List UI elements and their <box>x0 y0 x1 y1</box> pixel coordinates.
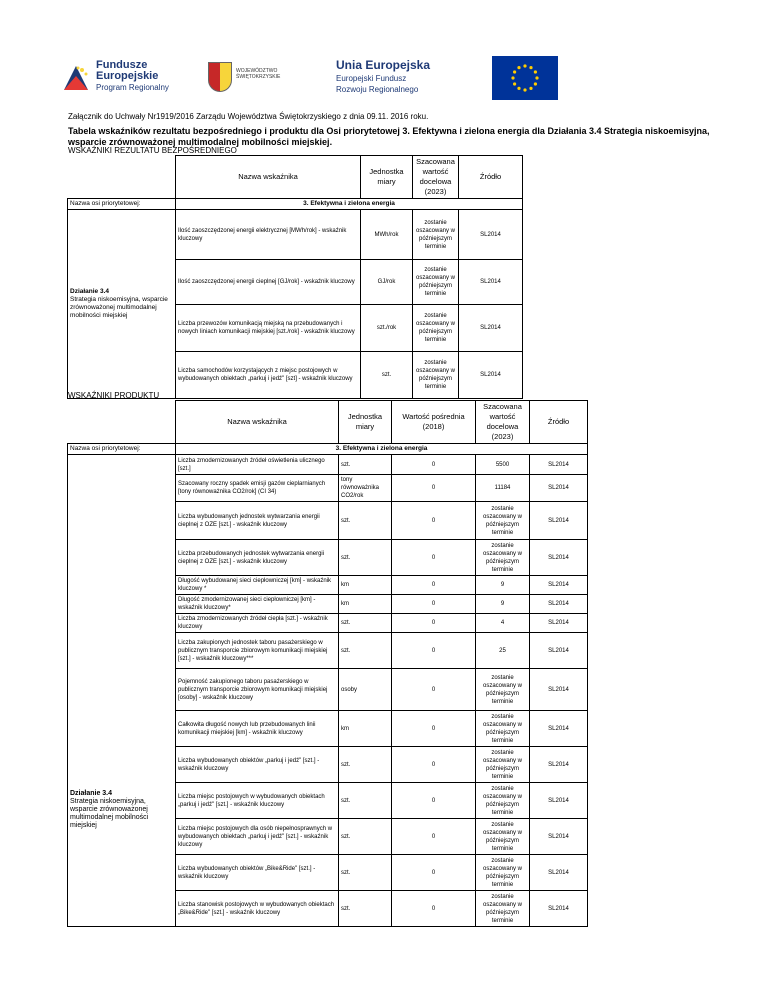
result-axis-label: Nazwa osi priorytetowej: <box>68 199 176 210</box>
indicator-target: zostanie oszacowany w późniejszym terminie <box>476 711 530 747</box>
result-section-title: WSKAŹNIKI REZULTATU BEZPOŚREDNIEGO <box>68 146 237 155</box>
result-header-source: Źródło <box>459 156 523 199</box>
indicator-unit: szt. <box>339 891 392 927</box>
fe-name2: Europejskie <box>96 70 159 82</box>
indicator-target: zostanie oszacowany w późniejszym terminie <box>476 747 530 783</box>
result-header-target: Szacowana wartość docelowa (2023) <box>413 156 459 199</box>
indicator-unit: szt. <box>339 455 392 475</box>
indicator-name: Całkowita długość nowych lub przebudowanych linii komunikacji miejskiej [km] - wskaźnik kluczowy <box>176 711 339 747</box>
indicator-unit: szt. <box>339 502 392 540</box>
indicator-name: Liczba miejsc postojowych dla osób niepełnosprawnych w wybudowanych obiektach „parkuj i jedź" [szt.] - wskaźnik kluczowy <box>176 819 339 855</box>
indicator-target: zostanie oszacowany w późniejszym terminie <box>476 540 530 576</box>
product-header-source: Źródło <box>530 401 588 444</box>
indicator-name: Liczba zakupionych jednostek taboru pasażerskiego w publicznym transporcie zbiorowym komunikacji miejskiej [szt.] - wskaźnik kluczowy*** <box>176 633 339 669</box>
indicator-unit: szt. <box>339 855 392 891</box>
indicator-target: zostanie oszacowany w późniejszym terminie <box>413 352 459 399</box>
result-axis-row <box>68 199 523 210</box>
indicator-name: Liczba wybudowanych obiektów „Bike&Ride" [szt.] - wskaźnik kluczowy <box>176 855 339 891</box>
product-header-name: Nazwa wskaźnika <box>176 401 339 444</box>
indicator-name: Liczba wybudowanych jednostek wytwarzania energii cieplnej z OZE [szt.] - wskaźnik kluczowy <box>176 502 339 540</box>
indicator-target: zostanie oszacowany w późniejszym terminie <box>476 819 530 855</box>
indicator-name: Szacowany roczny spadek emisji gazów cieplarnianych [tony równoważnika CO2/rok] (CI 34) <box>176 475 339 502</box>
ue-line1: Europejski Fundusz <box>336 74 407 83</box>
indicator-source: SL2014 <box>459 305 523 352</box>
result-action-title: Działanie 3.4 <box>70 288 110 295</box>
result-action-desc: Strategia niskoemisyjna, wsparcie zrównoważonej multimodalnej mobilności miejskiej <box>70 296 168 319</box>
indicator-mid: 0 <box>392 711 476 747</box>
indicator-target: zostanie oszacowany w późniejszym terminie <box>476 783 530 819</box>
indicator-mid: 0 <box>392 891 476 927</box>
indicator-unit: szt. <box>339 747 392 783</box>
indicator-source: SL2014 <box>530 747 588 783</box>
indicator-target: zostanie oszacowany w późniejszym terminie <box>413 305 459 352</box>
indicator-mid: 0 <box>392 783 476 819</box>
indicator-target: 9 <box>476 576 530 595</box>
result-axis-value: 3. Efektywna i zielona energia <box>176 199 523 210</box>
indicator-name: Liczba zmodernizowanych źródeł ciepła [szt.] - wskaźnik kluczowy <box>176 614 339 633</box>
indicator-unit: km <box>339 711 392 747</box>
indicator-source: SL2014 <box>530 502 588 540</box>
indicator-mid: 0 <box>392 595 476 614</box>
fundusze-europejskie-icon <box>60 62 92 94</box>
indicator-unit: MWh/rok <box>361 210 413 260</box>
indicator-source: SL2014 <box>530 595 588 614</box>
table-row <box>68 455 588 475</box>
indicator-mid: 0 <box>392 633 476 669</box>
indicator-source: SL2014 <box>530 891 588 927</box>
indicator-mid: 0 <box>392 475 476 502</box>
product-action-cell <box>68 455 176 927</box>
indicator-target: zostanie oszacowany w późniejszym terminie <box>476 502 530 540</box>
product-action-title: Działanie 3.4 <box>70 790 113 797</box>
indicator-unit: GJ/rok <box>361 260 413 305</box>
indicator-name: Ilość zaoszczędzonej energii elektrycznej [MWh/rok] - wskaźnik kluczowy <box>176 210 361 260</box>
fe-program: Program Regionalny <box>96 83 169 92</box>
indicator-unit: szt./rok <box>361 305 413 352</box>
indicator-target: zostanie oszacowany w późniejszym terminie <box>476 855 530 891</box>
result-header-name: Nazwa wskaźnika <box>176 156 361 199</box>
indicator-source: SL2014 <box>530 455 588 475</box>
indicator-unit: km <box>339 595 392 614</box>
product-header-unit: Jednostka miary <box>339 401 392 444</box>
indicator-name: Liczba zmodernizowanych źródeł oświetlenia ulicznego [szt.] <box>176 455 339 475</box>
indicator-target: 11184 <box>476 475 530 502</box>
product-axis-label: Nazwa osi priorytetowej: <box>68 444 176 455</box>
indicator-name: Pojemność zakupionego taboru pasażerskiego w publicznym transporcie zbiorowym komunikacji miejskiej [osoby] - wskaźnik kluczowy <box>176 669 339 711</box>
product-axis-row <box>68 444 588 455</box>
result-header-row <box>68 156 523 199</box>
wojewodztwo-logo <box>208 62 308 96</box>
result-action-cell <box>68 210 176 399</box>
result-header-unit: Jednostka miary <box>361 156 413 199</box>
indicator-unit: osoby <box>339 669 392 711</box>
document-heading: Tabela wskaźników rezultatu bezpośredniego i produktu dla Osi priorytetowej 3. Efektywna i zielona energia dla Działania 3.4 Strategia niskoemisyjna, wsparcie zrównoważonej multimodalnej mobilności miejskiej. <box>68 126 710 147</box>
indicator-source: SL2014 <box>459 352 523 399</box>
product-axis-value: 3. Efektywna i zielona energia <box>176 444 588 455</box>
indicator-unit: szt. <box>361 352 413 399</box>
product-section-title: WSKAŹNIKI PRODUKTU <box>68 391 160 400</box>
woj-line1: WOJEWÓDZTWO <box>236 68 278 74</box>
coat-of-arms-icon <box>208 62 232 92</box>
indicator-target: 9 <box>476 595 530 614</box>
indicator-source: SL2014 <box>530 819 588 855</box>
indicator-source: SL2014 <box>530 783 588 819</box>
indicator-name: Liczba miejsc postojowych w wybudowanych obiektach „parkuj i jedź" [szt.] - wskaźnik kluczowy <box>176 783 339 819</box>
indicator-source: SL2014 <box>530 669 588 711</box>
indicator-target: zostanie oszacowany w późniejszym terminie <box>413 210 459 260</box>
indicator-name: Długość zmodernizowanej sieci ciepłowniczej [km] - wskaźnik kluczowy* <box>176 595 339 614</box>
indicator-target: 25 <box>476 633 530 669</box>
indicator-source: SL2014 <box>459 260 523 305</box>
unia-europejska-logo <box>336 56 726 102</box>
result-table <box>67 155 523 399</box>
indicator-source: SL2014 <box>530 475 588 502</box>
fundusze-europejskie-text <box>96 60 169 93</box>
indicator-unit: km <box>339 576 392 595</box>
product-table <box>67 400 588 927</box>
indicator-name: Długość wybudowanej sieci ciepłowniczej [km] - wskaźnik kluczowy * <box>176 576 339 595</box>
indicator-name: Ilość zaoszczędzonej energii cieplnej [GJ/rok] - wskaźnik kluczowy <box>176 260 361 305</box>
product-header-mid: Wartość pośrednia (2018) <box>392 401 476 444</box>
indicator-target: zostanie oszacowany w późniejszym terminie <box>476 669 530 711</box>
indicator-mid: 0 <box>392 819 476 855</box>
indicator-unit: szt. <box>339 540 392 576</box>
indicator-mid: 0 <box>392 455 476 475</box>
indicator-unit: szt. <box>339 783 392 819</box>
indicator-name: Liczba przebudowanych jednostek wytwarzania energii cieplnej z OZE [szt.] - wskaźnik kluczowy <box>176 540 339 576</box>
indicator-name: Liczba samochodów korzystających z miejsc postojowych w wybudowanych obiektach „parkuj i jedź" [szt] - wskaźnik kluczowy <box>176 352 361 399</box>
indicator-mid: 0 <box>392 669 476 711</box>
indicator-target: 4 <box>476 614 530 633</box>
woj-line2: ŚWIĘTOKRZYSKIE <box>236 74 281 80</box>
fe-name: Fundusze <box>96 59 148 71</box>
indicator-mid: 0 <box>392 614 476 633</box>
indicator-source: SL2014 <box>530 540 588 576</box>
fundusze-europejskie-logo <box>60 56 170 100</box>
indicator-source: SL2014 <box>530 711 588 747</box>
indicator-unit: szt. <box>339 614 392 633</box>
product-header-target: Szacowana wartość docelowa (2023) <box>476 401 530 444</box>
table-row <box>68 210 523 260</box>
indicator-name: Liczba stanowisk postojowych w wybudowanych obiektach „Bike&Ride" [szt.] - wskaźnik kluczowy <box>176 891 339 927</box>
indicator-unit: szt. <box>339 633 392 669</box>
product-action-desc: Strategia niskoemisyjna, wsparcie zrównoważonej multimodalnej mobilności miejskiej <box>70 798 149 829</box>
indicator-unit: szt. <box>339 819 392 855</box>
indicator-mid: 0 <box>392 540 476 576</box>
indicator-mid: 0 <box>392 855 476 891</box>
indicator-target: 5500 <box>476 455 530 475</box>
indicator-mid: 0 <box>392 576 476 595</box>
logo-bar <box>60 56 720 102</box>
indicator-name: Liczba przewozów komunikacją miejską na przebudowanych i nowych liniach komunikacji miejskiej [szt./rok] - wskaźnik kluczowy <box>176 305 361 352</box>
indicator-mid: 0 <box>392 502 476 540</box>
indicator-source: SL2014 <box>459 210 523 260</box>
indicator-name: Liczba wybudowanych obiektów „parkuj i jedź" [szt.] - wskaźnik kluczowy <box>176 747 339 783</box>
ue-line2: Rozwoju Regionalnego <box>336 85 419 94</box>
ue-title: Unia Europejska <box>336 58 431 72</box>
document-caption: Załącznik do Uchwały Nr1919/2016 Zarządu Województwa Świętokrzyskiego z dnia 09.11. 2016 roku. <box>68 112 429 121</box>
indicator-source: SL2014 <box>530 633 588 669</box>
indicator-source: SL2014 <box>530 614 588 633</box>
indicator-target: zostanie oszacowany w późniejszym terminie <box>413 260 459 305</box>
product-header-row <box>68 401 588 444</box>
indicator-unit: tony równoważnika CO2/rok <box>339 475 392 502</box>
indicator-source: SL2014 <box>530 855 588 891</box>
indicator-source: SL2014 <box>530 576 588 595</box>
eu-flag-icon <box>492 56 558 100</box>
indicator-mid: 0 <box>392 747 476 783</box>
indicator-target: zostanie oszacowany w późniejszym terminie <box>476 891 530 927</box>
